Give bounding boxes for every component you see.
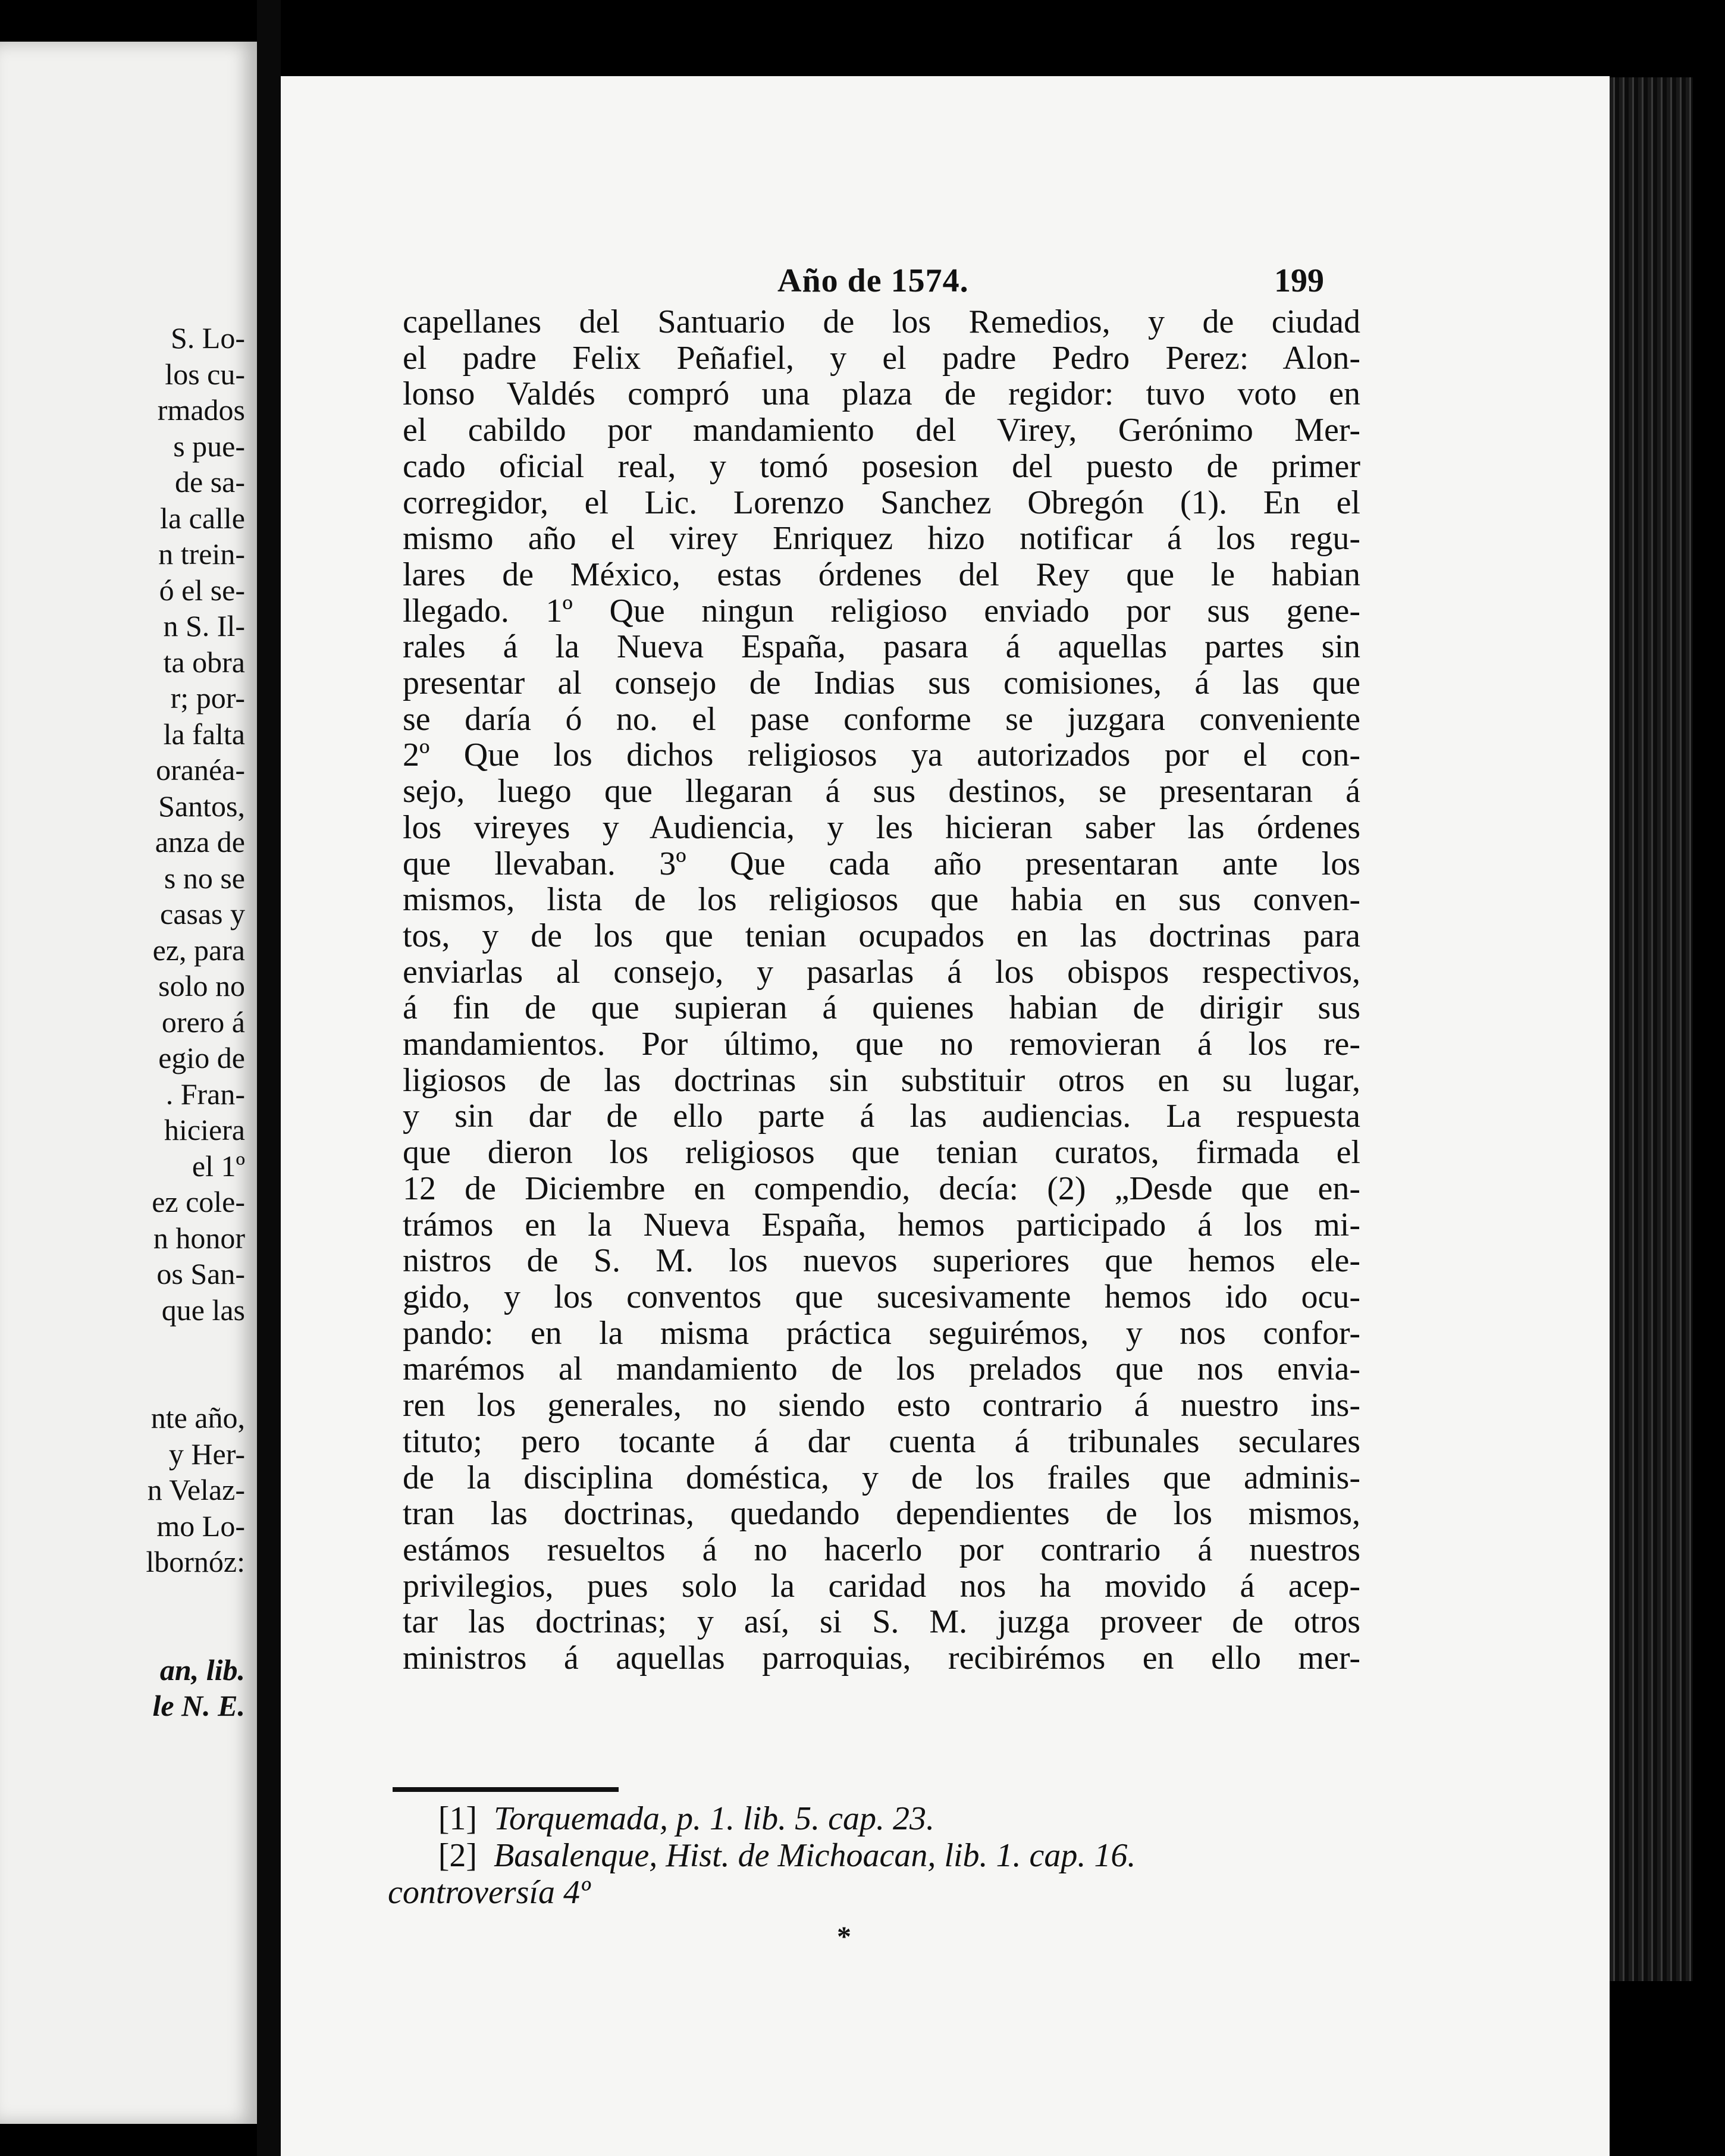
facing-text-line: s no se — [164, 861, 245, 895]
text-line: mismo año el virey Enriquez hizo notificar á los regu- — [403, 520, 1360, 557]
text-line: sejo, luego que llegaran á sus destinos, se presentaran á — [403, 773, 1360, 810]
text-line: el padre Felix Peñafiel, y el padre Pedro Perez: Alon- — [403, 339, 1360, 377]
footnote-text: Basalenque, Hist. de Michoacan, lib. 1. cap. 16. — [494, 1837, 1136, 1874]
text-line: enviarlas al consejo, y pasarlas á los obispos respectivos, — [403, 953, 1360, 991]
text-line: estámos resueltos á no hacerlo por contrario á nuestros — [403, 1531, 1360, 1568]
footnote-mark: [1] — [438, 1800, 477, 1837]
facing-text-line: n Velaz- — [147, 1473, 245, 1506]
text-line: nistros de S. M. los nuevos superiores que hemos ele- — [403, 1242, 1360, 1280]
text-line: 2º Que los dichos religiosos ya autorizados por el con- — [403, 737, 1360, 774]
text-line: capellanes del Santuario de los Remedios, y de ciudad — [403, 303, 1360, 340]
facing-text-line: r; por- — [170, 681, 245, 715]
body-text — [403, 304, 1360, 1676]
facing-text-line: los cu- — [165, 357, 245, 391]
facing-page-left — [0, 42, 257, 2124]
facing-text-line: Santos, — [158, 789, 245, 823]
text-line: gido, y los conventos que sucesivamente hemos ido ocu- — [403, 1278, 1360, 1315]
facing-text-line: casas y — [160, 897, 245, 930]
facing-text-line: ó el se- — [159, 573, 245, 607]
facing-text-line: ez, para — [152, 933, 245, 967]
text-line: 12 de Diciembre en compendio, decía: (2) „Desde que en- — [403, 1170, 1360, 1207]
page-header — [281, 262, 1610, 303]
page-stack-edge — [1610, 77, 1693, 1981]
facing-text-line: an, lib. — [159, 1653, 245, 1687]
footnote-text: Torquemada, p. 1. lib. 5. cap. 23. — [494, 1800, 934, 1837]
text-line: tos, y de los que tenian ocupados en las doctrinas para — [403, 917, 1360, 954]
facing-text-line: oranéa- — [156, 753, 245, 786]
signature-mark: * — [837, 1921, 851, 1953]
text-line: marémos al mandamiento de los prelados que nos envia- — [403, 1350, 1360, 1388]
running-head: Año de 1574. — [777, 262, 969, 299]
text-line: corregidor, el Lic. Lorenzo Sanchez Obregón (1). En el — [403, 484, 1360, 521]
footnote-mark: [2] — [438, 1837, 477, 1874]
facing-text-line: mo Lo- — [156, 1509, 245, 1543]
text-line: que llevaban. 3º Que cada año presentaran ante los — [403, 845, 1360, 882]
facing-text-line: anza de — [155, 825, 245, 858]
facing-text-line: egio de — [158, 1041, 245, 1074]
facing-text-line: la falta — [163, 717, 245, 751]
footnote-rule — [393, 1787, 619, 1792]
facing-text-line: el 1º — [192, 1149, 245, 1183]
text-line: tar las doctrinas; y así, si S. M. juzga proveer de otros — [403, 1603, 1360, 1641]
facing-text-line: s pue- — [173, 429, 245, 463]
text-line: tran las doctrinas, quedando dependientes de los mismos, — [403, 1495, 1360, 1533]
facing-page-text — [146, 320, 245, 1724]
page-number: 199 — [1274, 262, 1324, 299]
text-line: cado oficial real, y tomó posesion del puesto de primer — [403, 447, 1360, 485]
facing-text-line: . Fran- — [165, 1077, 245, 1111]
book-gutter — [257, 0, 281, 2156]
text-line: ministros á aquellas parroquias, recibirémos en ello mer- — [403, 1640, 1360, 1677]
text-line: los vireyes y Audiencia, y les hicieran saber las órdenes — [403, 808, 1360, 846]
facing-text-line: orero á — [161, 1005, 245, 1039]
footnote-2 — [388, 1837, 1363, 1874]
facing-text-line: nte año, — [150, 1401, 245, 1434]
facing-text-line: solo no — [158, 969, 245, 1002]
text-line: ren los generales, no siendo esto contrario á nuestro ins- — [403, 1387, 1360, 1424]
facing-text-line: lbornóz: — [146, 1545, 245, 1578]
text-line: presentar al consejo de Indias sus comisiones, á las que — [403, 665, 1360, 702]
facing-text-line: de sa- — [175, 465, 245, 499]
text-line: se daría ó no. el pase conforme se juzgara conveniente — [403, 700, 1360, 738]
text-line: y sin dar de ello parte á las audiencias. La respuesta — [403, 1098, 1360, 1135]
facing-text-line: S. Lo- — [171, 321, 245, 355]
text-line: trámos en la Nueva España, hemos participado á los mi- — [403, 1206, 1360, 1243]
book-page-199 — [281, 76, 1610, 2156]
text-line: rales á la Nueva España, pasara á aquellas partes sin — [403, 628, 1360, 666]
facing-text-line: rmados — [157, 393, 245, 427]
text-line: lonso Valdés compró una plaza de regidor: tuvo voto en — [403, 375, 1360, 413]
facing-gap — [146, 1328, 245, 1400]
text-line: el cabildo por mandamiento del Virey, Gerónimo Mer- — [403, 412, 1360, 449]
facing-text-line: la calle — [160, 501, 245, 535]
text-line: pando: en la misma práctica seguirémos, y nos confor- — [403, 1314, 1360, 1352]
text-line: tituto; pero tocante á dar cuenta á tribunales seculares — [403, 1422, 1360, 1460]
facing-text-line: n S. Il- — [163, 609, 245, 643]
footnote-1 — [388, 1800, 1363, 1837]
facing-text-line: ez cole- — [152, 1185, 245, 1218]
text-line: á fin de que supieran á quienes habian de dirigir sus — [403, 989, 1360, 1027]
text-line: que dieron los religiosos que tenian curatos, firmada el — [403, 1134, 1360, 1171]
footnote-2-continuation: controversía 4º — [388, 1874, 591, 1911]
text-line: privilegios, pues solo la caridad nos ha movido á acep- — [403, 1567, 1360, 1605]
facing-gap — [146, 1580, 245, 1652]
footnotes — [388, 1800, 1363, 1911]
facing-text-line: que las — [161, 1293, 245, 1327]
facing-text-line: hiciera — [164, 1113, 245, 1146]
text-line: llegado. 1º Que ningun religioso enviado por sus gene- — [403, 592, 1360, 629]
text-line: de la disciplina doméstica, y de los frailes que adminis- — [403, 1459, 1360, 1496]
facing-text-line: y Her- — [168, 1437, 245, 1471]
facing-text-line: os San- — [156, 1257, 245, 1290]
text-line: mismos, lista de los religiosos que habia en sus conven- — [403, 881, 1360, 919]
facing-text-line: ta obra — [163, 645, 245, 679]
text-line: ligiosos de las doctrinas sin substituir otros en su lugar, — [403, 1061, 1360, 1099]
facing-text-line: n trein- — [158, 537, 245, 571]
facing-text-line: le N. E. — [152, 1689, 245, 1722]
facing-text-line: n honor — [153, 1221, 245, 1255]
text-line: lares de México, estas órdenes del Rey que le habian — [403, 556, 1360, 593]
text-line: mandamientos. Por último, que no removieran á los re- — [403, 1026, 1360, 1063]
